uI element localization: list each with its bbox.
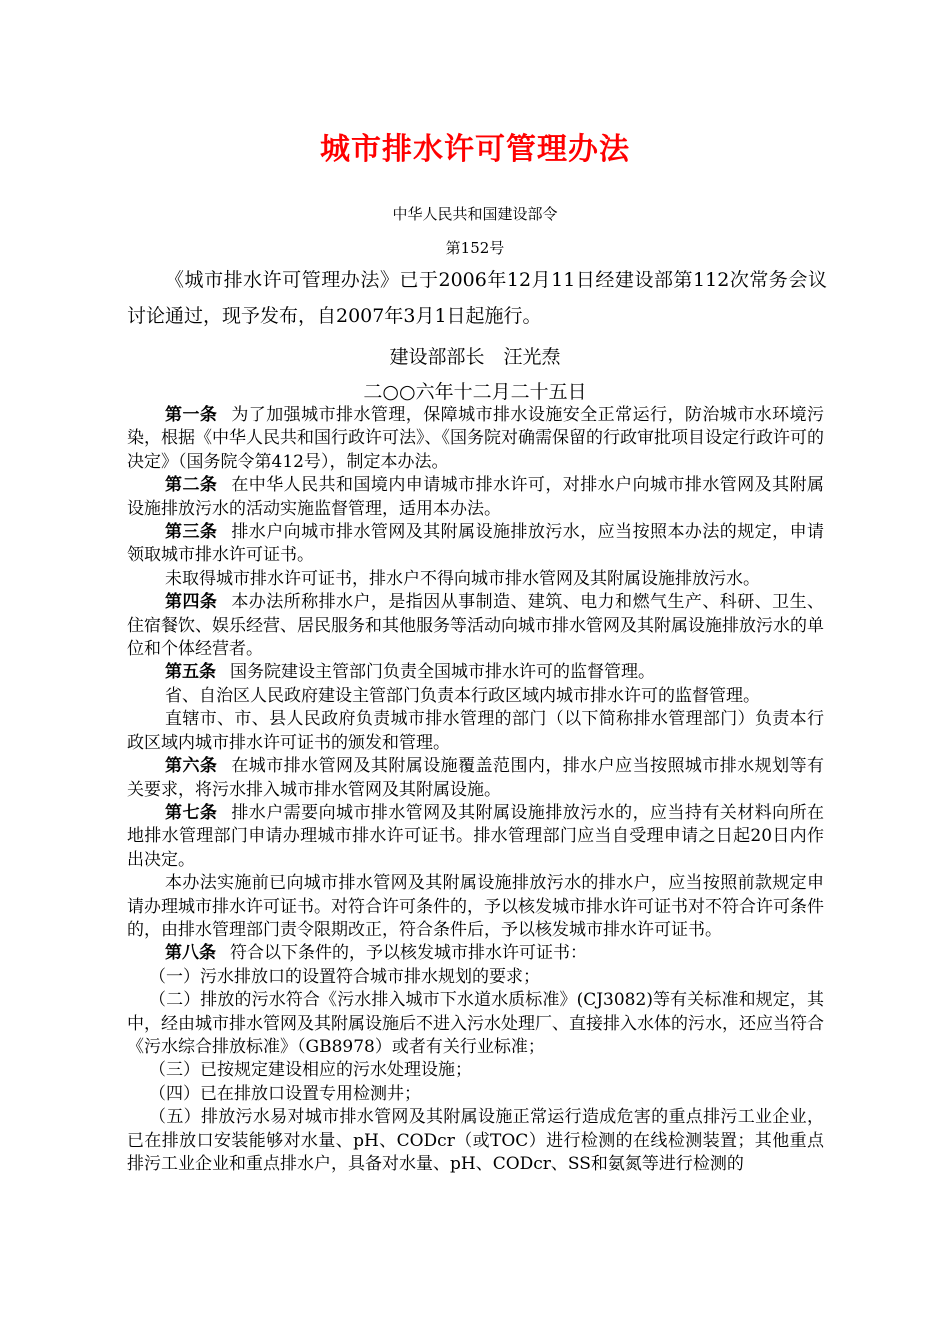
condition-item: （二）排放的污水符合《污水排入城市下水道水质标准》(CJ3082)等有关标准和规定，其中，经由城市排水管网及其附属设施后不进入污水处理厂、直接排入水体的污水，还应当符合《污水综合排放标准》（GB8978）或者有关行业标准； <box>127 990 824 1057</box>
article-text: 省、自治区人民政府建设主管部门负责本行政区域内城市排水许可的监督管理。 <box>165 685 760 706</box>
article-label: 第一条 <box>165 405 218 425</box>
article-text: 为了加强城市排水管理，保障城市排水设施安全正常运行，防治城市水环境污染，根据《中华人民共和国行政许可法》、《国务院对确需保留的行政审批项目设定行政许可的决定》（国务院令第412号），制定本办法。 <box>127 405 825 472</box>
article-label: 第六条 <box>165 756 218 777</box>
article-paragraph <box>127 404 824 474</box>
article-paragraph <box>127 685 824 708</box>
document-body <box>127 404 824 1176</box>
article-text: 符合以下条件的，予以核发城市排水许可证书： <box>230 943 587 964</box>
article-text: 未取得城市排水许可证书，排水户不得向城市排水管网及其附属设施排放污水。 <box>165 568 760 589</box>
article-text: 本办法所称排水户，是指因从事制造、建筑、电力和燃气生产、科研、卫生、住宿餐饮、娱乐经营、居民服务和其他服务等活动向城市排水管网及其附属设施排放污水的单位和个体经营者。 <box>127 592 825 660</box>
article-paragraph <box>127 521 824 568</box>
order-number: 第152号 <box>445 239 505 257</box>
article-label: 第二条 <box>165 475 218 496</box>
signatory: 建设部部长 汪光焘 <box>389 346 561 368</box>
document-title: 城市排水许可管理办法 <box>320 132 630 167</box>
article-text: 本办法实施前已向城市排水管网及其附属设施排放污水的排水户，应当按照前款规定申请办理城市排水许可证书。对符合许可条件的，予以核发城市排水许可证书对不符合许可条件的，由排水管理部门责令限期改正，符合条件后，予以核发城市排水许可证书。 <box>127 873 824 940</box>
article-paragraph <box>127 568 824 591</box>
article-paragraph <box>127 755 824 802</box>
article-paragraph <box>127 591 824 661</box>
article-paragraph <box>127 474 824 521</box>
article-label: 第八条 <box>165 943 216 964</box>
article-label: 第三条 <box>165 522 218 543</box>
condition-item: （一）污水排放口的设置符合城市排水规划的要求； <box>149 966 540 987</box>
article-label: 第五条 <box>165 662 216 683</box>
article-paragraph <box>127 708 824 755</box>
condition-item: （四）已在排放口设置专用检测井； <box>149 1083 421 1104</box>
article-text: 排水户需要向城市排水管网及其附属设施排放污水的，应当持有关材料向所在地排水管理部门申请办理城市排水许可证书。排水管理部门应当自受理申请之日起20日内作出决定。 <box>127 802 825 870</box>
article-paragraph <box>127 661 824 684</box>
article-label: 第四条 <box>165 592 218 613</box>
article-paragraph <box>127 872 824 942</box>
sign-date: 二○○六年十二月二十五日 <box>363 381 587 403</box>
article-paragraph <box>127 942 824 965</box>
article-text: 在城市排水管网及其附属设施覆盖范围内，排水户应当按照城市排水规划等有关要求，将污水排入城市排水管网及其附属设施。 <box>127 756 825 800</box>
article-text: 在中华人民共和国境内申请城市排水许可，对排水户向城市排水管网及其附属设施排放污水的活动实施监督管理，适用本办法。 <box>127 475 825 519</box>
article-text: 排水户向城市排水管网及其附属设施排放污水，应当按照本办法的规定，申请领取城市排水许可证书。 <box>127 522 825 566</box>
order-issuer: 中华人民共和国建设部令 <box>392 205 558 223</box>
condition-item: （三）已按规定建设相应的污水处理设施； <box>149 1060 472 1081</box>
article-label: 第七条 <box>165 802 218 823</box>
article-text: 国务院建设主管部门负责全国城市排水许可的监督管理。 <box>230 662 655 683</box>
article-paragraph <box>127 802 824 872</box>
promulgation-paragraph: 《城市排水许可管理办法》已于2006年12月11日经建设部第112次常务会议讨论通过，现予发布，自2007年3月1日起施行。 <box>127 269 827 327</box>
condition-item: （五）排放污水易对城市排水管网及其附属设施正常运行造成危害的重点排污工业企业，已在排放口安装能够对水量、pH、CODcr（或TOC）进行检测的在线检测装置；其他重点排污工业企业和重点排水户，具备对水量、pH、CODcr、SS和氨氮等进行检测的 <box>127 1107 824 1174</box>
article-text: 直辖市、市、县人民政府负责城市排水管理的部门（以下简称排水管理部门）负责本行政区域内城市排水许可证书的颁发和管理。 <box>127 709 824 753</box>
